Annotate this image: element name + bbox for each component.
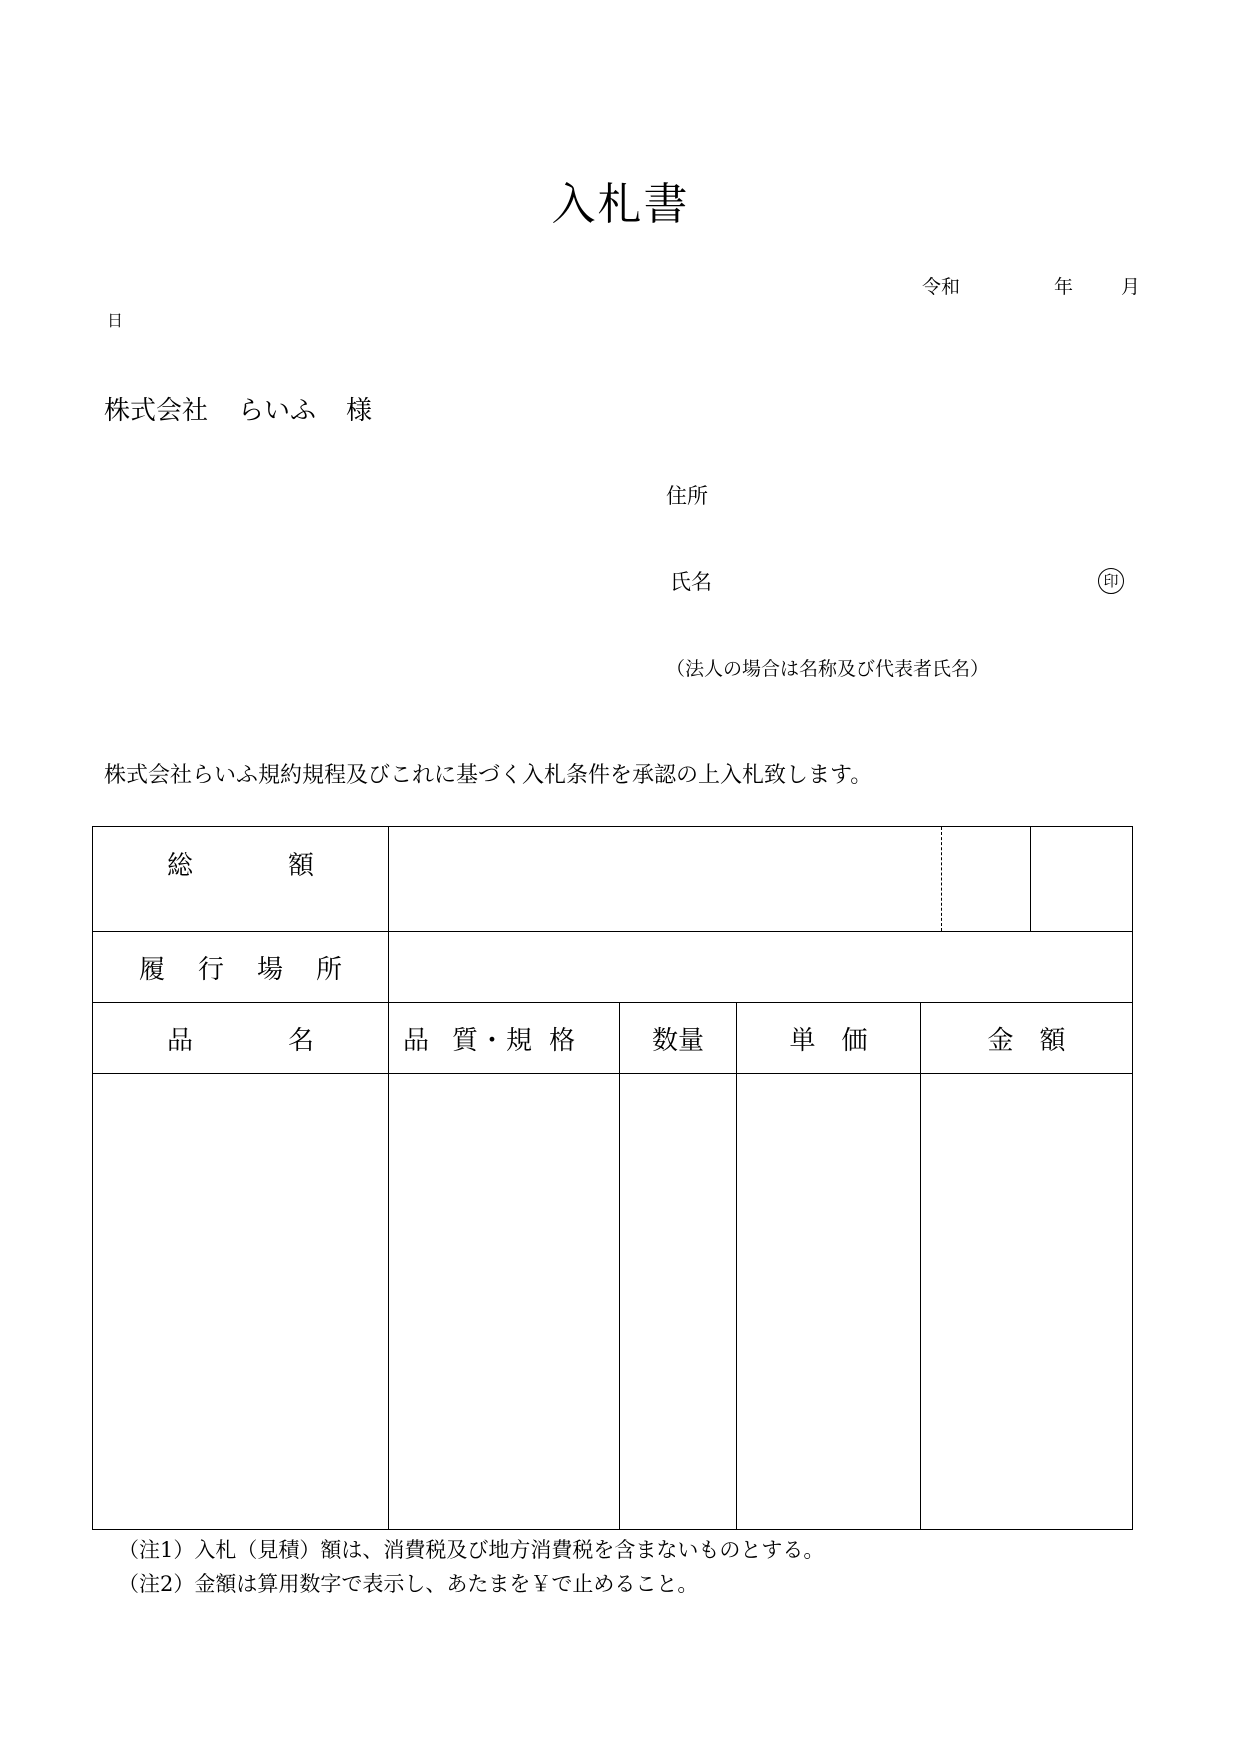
total-amount-field[interactable] bbox=[389, 827, 1133, 932]
recipient bbox=[104, 390, 372, 427]
date-year: 年 bbox=[1054, 276, 1074, 298]
recipient-company: 株式会社 bbox=[104, 396, 209, 426]
header-unit-price bbox=[737, 1003, 921, 1074]
header-char: 額 bbox=[1039, 1025, 1066, 1056]
header-quality-spec bbox=[389, 1003, 620, 1074]
item-body-row bbox=[93, 1074, 1133, 1530]
date-era: 令和 bbox=[922, 276, 961, 298]
amount-digit-divider-dashed bbox=[941, 827, 942, 931]
quality-spec-field[interactable] bbox=[389, 1074, 620, 1530]
header-quantity: 数量 bbox=[620, 1003, 737, 1074]
item-name-field[interactable] bbox=[93, 1074, 389, 1530]
unit-price-field[interactable] bbox=[737, 1074, 921, 1530]
note-1: （注1）入札（見積）額は、消費税及び地方消費税を含まないものとする。 bbox=[118, 1538, 825, 1562]
amount-digit-divider-solid bbox=[1030, 827, 1031, 931]
seal-mark: 印 bbox=[1098, 568, 1124, 594]
header-char: 単 bbox=[789, 1025, 816, 1056]
amount-field[interactable] bbox=[921, 1074, 1133, 1530]
header-item-name bbox=[93, 1003, 389, 1074]
total-label-char: 額 bbox=[287, 851, 314, 881]
bid-table bbox=[92, 826, 1133, 1530]
header-char: 名 bbox=[287, 1025, 314, 1056]
item-header-row bbox=[93, 1003, 1133, 1074]
bid-statement: 株式会社らいふ規約規程及びこれに基づく入札条件を承認の上入札致します。 bbox=[104, 763, 873, 788]
place-label-char: 場 bbox=[256, 954, 283, 985]
note-2: （注2）金額は算用数字で表示し、あたまを￥で止めること。 bbox=[118, 1572, 699, 1596]
header-char: 格 bbox=[549, 1025, 577, 1056]
place-label-cell bbox=[93, 932, 389, 1003]
header-char: 金 bbox=[987, 1025, 1014, 1056]
recipient-honorific: 様 bbox=[346, 396, 373, 426]
document-title: 入札書 bbox=[551, 179, 690, 230]
header-char: 質 bbox=[452, 1025, 480, 1056]
place-label-char: 行 bbox=[197, 954, 224, 985]
header-char: 品 bbox=[403, 1025, 431, 1056]
place-row bbox=[93, 932, 1133, 1003]
total-label-char: 総 bbox=[167, 851, 194, 881]
date-day: 日 bbox=[107, 311, 124, 330]
header-char: ・ bbox=[479, 1025, 507, 1056]
header-char: 規 bbox=[506, 1025, 534, 1056]
header-amount bbox=[921, 1003, 1133, 1074]
quantity-field[interactable] bbox=[620, 1074, 737, 1530]
date-month: 月 bbox=[1121, 276, 1141, 298]
recipient-name: らいふ bbox=[238, 396, 317, 426]
total-row bbox=[93, 827, 1133, 932]
address-label: 住所 bbox=[666, 484, 708, 508]
place-label-char: 所 bbox=[315, 954, 342, 985]
total-label-cell bbox=[93, 827, 389, 932]
corporate-note: （法人の場合は名称及び代表者氏名） bbox=[666, 658, 990, 680]
header-char: 価 bbox=[841, 1025, 868, 1056]
place-field[interactable] bbox=[389, 932, 1133, 1003]
name-label: 氏名 bbox=[670, 570, 712, 594]
header-char: 品 bbox=[167, 1025, 194, 1056]
place-label-char: 履 bbox=[139, 954, 166, 985]
